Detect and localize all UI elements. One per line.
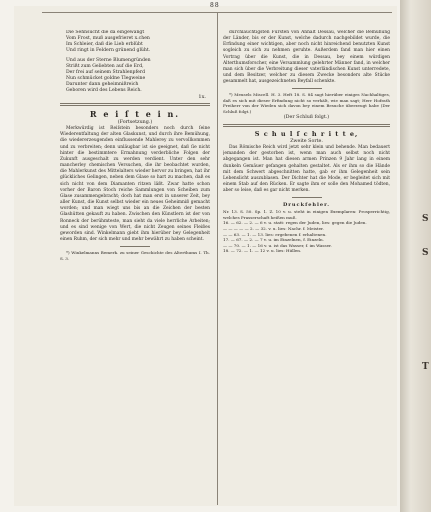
left-column (60, 30, 210, 500)
errata-title: Druckfehler. (282, 202, 331, 209)
erratum-line: 18. — 72. — 1. — 12 v. u. lies: Hüllen. (223, 248, 302, 254)
next-page-glyph: T (422, 362, 429, 372)
erratum-line: — — 70. — 1. — 16 v. u. ist das Wasser, f. im Wasser. (223, 242, 332, 248)
poem-stanza (66, 58, 210, 94)
poem (60, 30, 210, 94)
footnote-rule (120, 246, 150, 247)
section-subheading: Zweite Sorte. (290, 139, 323, 145)
next-page-glyph: S (422, 248, 429, 258)
page-number: 88 (210, 2, 220, 9)
article-paragraph: Merkwürdig ist Reiſstein besonders noch durch ſeine Wiederentfaltung der alten Glaskunst, und durch ihre Bemühung, die wiedererzeugenden einflussende Mahlerey zu vervollkommen und zu verbreiten; denn unläugbar ist sie geeignet, daß ſie nicht hinter die bestimmtere Ermahnung verderbliche Folgen der Zukunft ausgeschalt zu werden verdient. Unter den sehr mancherley chemischen Versuchen, die ihr beobachtet wurden, die Mahlerkunst des Mittelalters wieder hervor zu bringen, hat ihr glückliches Gelingen, neben dem Glase so hart zu machen, daß es sich nicht von dem Diamanten ritzen läßt. Zwar hatte schon vorher der Baron Stoch reiche Sammlungen von Scheiben zum Glase zusammengebracht; doch hat man erst in unserer Zeit, bey aller Kunst, die Kunst selbst wieder ein neues Geheimniß gemacht worden; und man wiegt uns bis an die Zeichen der besten Glashütten gekauft zu haben. Zwischen den Künstlern ist der von Ronneck der berühmteste, man sieht da viele herrliche Arbeiten; und es sind wenige von Wert, die nicht Zeugen seines Fleißes geworden sind. Winkelmann giebt ihm hierüber bey Gelegenheit einen Ruhm, der sich mehr und mehr bewährt zu haben scheint. (60, 126, 210, 242)
poem-line: Darunter dann geheimnißreich (66, 82, 139, 87)
erratum-line: — — 63. — 1. — 13. lies: ergebenen f. erhaltenen. (223, 231, 327, 237)
poem-signature: 1x. (198, 94, 206, 100)
footnote: *) Winkelmanns Bemerk. zu seiner Geschichte des Alterthums I. Th. S. 3. (60, 250, 210, 261)
article-continuation: durchlauchtigsten Fürsten von Anhalt Dessau, welcher die Bemühung der Länder, bis er der Kunst, welche dadurch nachgebildet wurde, die Erfindung einer wichtigen, aber noch nicht hinreichend benutzten Kunst sogleich zu sich zu nehmen geruhte. Außerdem fand man hier einen Vortrag über die Kunst, die in Dessau, bey einem würdigen Alterthumsforscher, eine Versammlung gelehrter Männer fand, in welcher man sich über die Verbreitung dieser vaterländischen Kunst unterredete, und dem Besitzer, welcher zu diesem Zwecke besonders alte Stücke gesammelt hat, ausgezeichneten Beyfall schenkte. (223, 30, 390, 85)
section-heading: S c h u l ſ c h r i t t e, (254, 130, 359, 139)
poem-stanza (66, 30, 210, 54)
column-divider (217, 12, 218, 505)
section-rule (223, 124, 390, 127)
to-be-continued: (Der Schluß folgt.) (283, 115, 330, 121)
poem-line: Strißt zum Geliebten auf die Erd, (66, 64, 144, 69)
poem-line: Der frei auf seinem Strahlenpferd (66, 70, 146, 75)
section-body: Das Römische Reich wird jetzt sehr klein und behende. Man bedauert jemanden der gestorben ist, wenn man auch selbst noch nicht abgegangen ist. Man hat diesen armen Prinzen 9 Jahr lang in einem dunkeln Gemäuer gefangen gehalten gestaltet. Als er ihm so die Hände mit dem Schwert abgeschnitten hatte, gab er ihm Gelegenheit sein Lebenslicht auszublasen. Der Dichter hat die Mode, er begleitet sich mit einem Stab auf den Rücken. Er sagte ihm er solle den Mohamed tödten, aber so leise, daß es gar nicht merken. (223, 145, 390, 194)
errata-rule (292, 197, 322, 198)
poem-line: Die Sehnsucht die da eingewängt (66, 30, 145, 35)
next-page-glyph: S (422, 214, 429, 224)
errata-list (223, 209, 390, 254)
erratum-line: 17. — 67. — 2. — 7 v. u. im Einzelnen, f. Einzeln. (223, 237, 324, 243)
right-column (223, 30, 390, 500)
poem-line: Nun schmücket goldne Tlegweine (66, 76, 146, 81)
erratum-line: — — — — — 2. — 32. v. u. lies: Nachr. f. Meister. (223, 226, 324, 232)
poem-line: Im Schleier, daß die Lieb erblübt (66, 42, 143, 47)
poem-line: Geboren wird des Lebens Reich. (66, 88, 142, 93)
citation-footnote: *) Meusels Miscell. H. 3. Heft 18. S. 84 sagt hierüber einiges Nachhaltiges, daß es sich mit dieser Erfindung nicht so verhält, wie man sagt; Herr Hofrath Freiherr von der Wieden sich davon bey einem Besuche überzeugt habe (Der Schluß folgt.) (223, 92, 390, 114)
erratum-line: Nr. 13. S. 50. Sp. 1. Z. 10 v. u. steht in einigen Exemplaren: Prosperrichtig, welches Prasserschaft heißen muß. (223, 209, 390, 220)
article-heading: R e i ſ t e i n. (89, 109, 181, 120)
article-subheading: (Fortsetzung.) (117, 120, 153, 126)
footnote-rule (292, 88, 322, 89)
section-rule (60, 103, 210, 106)
poem-line: Und ringt in Feldern grünend glüht. (66, 48, 151, 53)
poem-line: Vom Frost, muß ausgefrieret x.chen (66, 36, 150, 41)
poem-line: Und aus der Sterne Blumengründen (66, 58, 151, 63)
erratum-line: 16. — 62. — 2. — 6 v. u. statt: regen der Juden, lies: gegen die Juden. (223, 220, 367, 226)
